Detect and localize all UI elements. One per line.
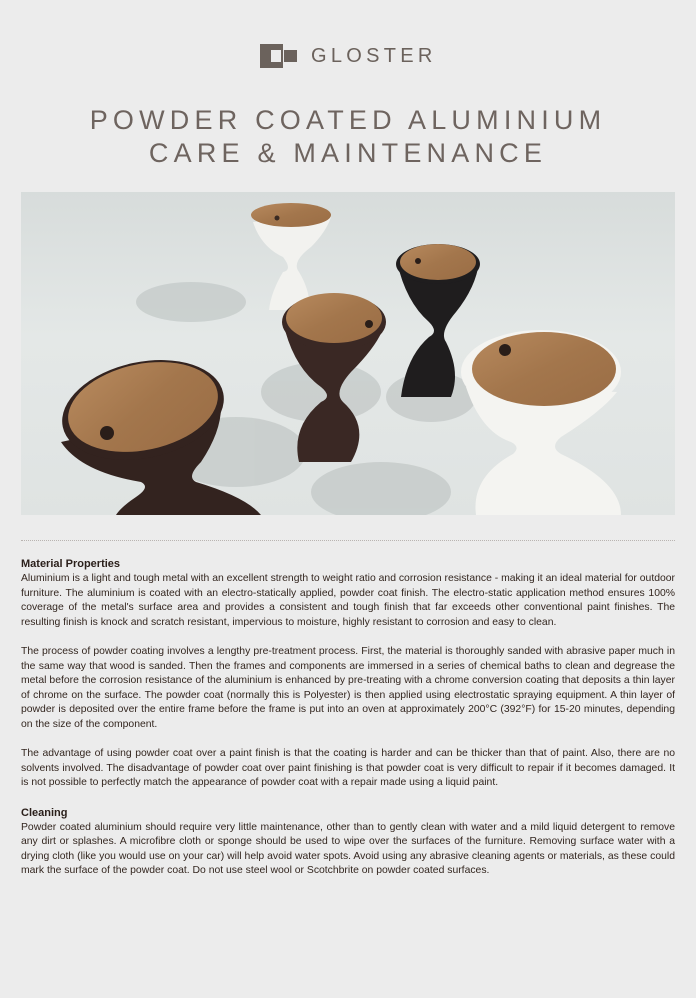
- section-heading: Cleaning: [21, 806, 68, 819]
- cleaning-section: [21, 806, 675, 879]
- section-divider: [21, 540, 675, 541]
- section-heading: Material Properties: [21, 558, 121, 570]
- paragraph: Aluminium is a light and tough metal with an excellent strength to weight ratio and corrosion resistance - making it an ideal material for outdoor furniture. The aluminium is coated with an electro-statically applied, powder coat finish. The electro-static application method ensures 100% coverage of the metal's surface area and provides a consistent and tough finish that far exceeds other conventional paint finishes. The resulting finish is knock and scratch resistant, impervious to moisture, highly resistant to corrosion and easy to clean.: [21, 573, 675, 628]
- paragraph: Powder coated aluminium should require very little maintenance, other than to gently clean with water and a mild liquid detergent to remove any dirt or splashes. A microfibre cloth or sponge should be used to wipe over the surfaces of the furniture. Removing surface water with a drying cloth (like you would use on your car) will help avoid water spots. Avoid using any abrasive cleaning agents or materials, as these could mark the surface of the powder coat. Do not use steel wool or Scotchbrite on powder coated surfaces.: [21, 821, 675, 877]
- title-line-1: POWDER COATED ALUMINIUM: [89, 105, 607, 135]
- title-line-2: CARE & MAINTENANCE: [148, 138, 548, 168]
- document-body: [21, 557, 675, 893]
- material-properties-section: [21, 557, 675, 791]
- paragraph: The advantage of using powder coat over a paint finish is that the coating is harder and can be thicker than that of paint. Also, there are no solvents involved. The disadvantage of powder coat over paint finishing is that powder coat is very difficult to repair if it becomes damaged. It is not possible to perfectly match the appearance of powder coat with a repair made using a liquid paint.: [21, 748, 675, 789]
- paragraph: The process of powder coating involves a lengthy pre-treatment process. First, the material is thoroughly sanded with abrasive paper much in the same way that wood is sanded. Then the frames and components are immersed in a series of chemical baths to clean and degrease the metal before the corrosion resistance of the aluminium is enhanced by pre-treating with a chrome conversion coating that deposits a thin layer of chrome on the surface. The powder coat (normally this is Polyester) is then applied using electrostatic spraying equipment. A thin layer of powder is deposited over the entire frame before the frame is put into an oven at approximately 200°C (392°F) for 15-20 minutes, depending on the size of the component.: [21, 645, 675, 730]
- gloster-logo-icon: [260, 44, 297, 68]
- page-title: [0, 104, 696, 170]
- side-tables-photo: [21, 192, 675, 515]
- brand-logo: [260, 44, 437, 68]
- brand-name: GLOSTER: [311, 44, 437, 67]
- hero-image: [21, 192, 675, 515]
